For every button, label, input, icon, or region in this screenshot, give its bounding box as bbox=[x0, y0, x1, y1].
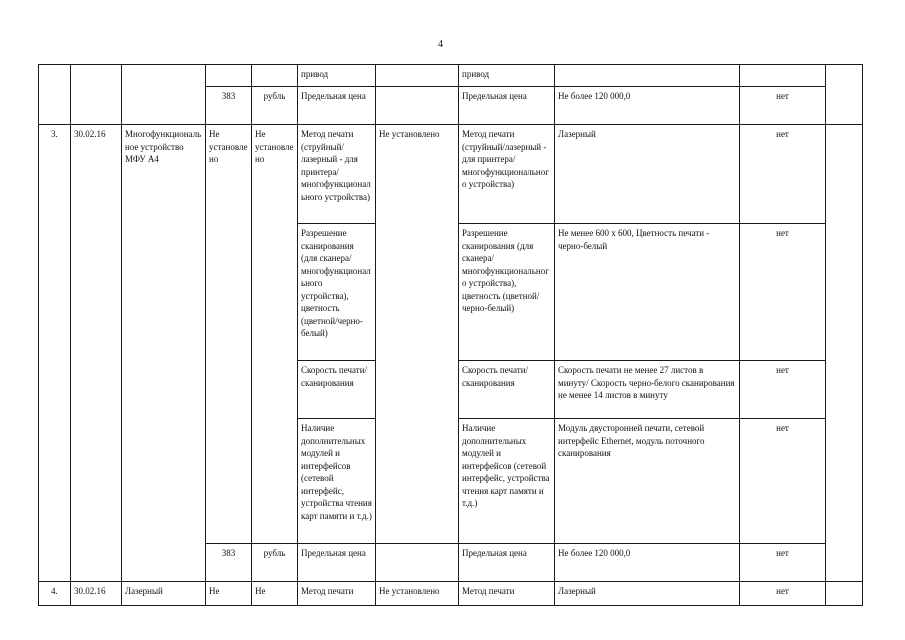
cell-unit bbox=[252, 65, 298, 87]
cell-feature: привод bbox=[298, 65, 376, 87]
cell-date: 30.02.16 bbox=[71, 125, 122, 582]
cell-flag: нет bbox=[740, 544, 826, 582]
cell-date: 30.02.16 bbox=[71, 582, 122, 606]
cell-code: 383 bbox=[206, 87, 252, 125]
cell-flag: нет bbox=[740, 361, 826, 419]
cell-extra bbox=[826, 582, 863, 606]
cell-feature: Скорость печати/сканирования bbox=[298, 361, 376, 419]
table-row bbox=[39, 65, 863, 87]
cell-feature: Наличие дополнительных модулей и интерфейсов (сетевой интерфейс, устройства чтения карт памяти и т.д.) bbox=[298, 419, 376, 544]
cell-name: Лазерный bbox=[122, 582, 206, 606]
cell-flag: нет bbox=[740, 87, 826, 125]
cell-spec bbox=[376, 65, 459, 87]
cell-no: 3. bbox=[39, 125, 71, 582]
cell-feature: Метод печати bbox=[298, 582, 376, 606]
cell-unit: рубль bbox=[252, 87, 298, 125]
cell-spec: Не установлено bbox=[376, 582, 459, 606]
cell-value bbox=[555, 65, 740, 87]
cell-code: Не установлено bbox=[206, 125, 252, 544]
cell-flag: нет bbox=[740, 125, 826, 224]
cell-code: Не bbox=[206, 582, 252, 606]
cell-value: Не более 120 000,0 bbox=[555, 544, 740, 582]
cell-value: Не более 120 000,0 bbox=[555, 87, 740, 125]
cell-req: Метод печати (струйный/лазерный - для принтера/многофункционального устройства) bbox=[459, 125, 555, 224]
cell-req: привод bbox=[459, 65, 555, 87]
cell-req: Предельная цена bbox=[459, 544, 555, 582]
cell-feature: Метод печати (струйный/лазерный - для принтера/многофункционального устройства) bbox=[298, 125, 376, 224]
cell-feature: Разрешение сканирования (для сканера/многофункционального устройства), цветность (цветной/черно-белый) bbox=[298, 224, 376, 361]
cell-extra bbox=[826, 125, 863, 582]
table-row bbox=[39, 125, 863, 224]
cell-flag bbox=[740, 65, 826, 87]
cell-feature: Предельная цена bbox=[298, 544, 376, 582]
cell-value: Лазерный bbox=[555, 582, 740, 606]
cell-unit: Не bbox=[252, 582, 298, 606]
cell-flag: нет bbox=[740, 582, 826, 606]
cell-date bbox=[71, 65, 122, 125]
cell-req: Разрешение сканирования (для сканера/ многофункционального устройства), цветность (цветной/ черно-белый) bbox=[459, 224, 555, 361]
page-number: 4 bbox=[438, 39, 443, 50]
cell-req: Скорость печати/ сканирования bbox=[459, 361, 555, 419]
cell-flag: нет bbox=[740, 419, 826, 544]
cell-req: Предельная цена bbox=[459, 87, 555, 125]
cell-value: Модуль двусторонней печати, сетевой интерфейс Ethernet, модуль поточного сканирования bbox=[555, 419, 740, 544]
cell-code bbox=[206, 65, 252, 87]
cell-code: 383 bbox=[206, 544, 252, 582]
cell-value: Лазерный bbox=[555, 125, 740, 224]
cell-spec bbox=[376, 87, 459, 125]
cell-req: Наличие дополнительных модулей и интерфейсов (сетевой интерфейс, устройства чтения карт памяти и т.д.) bbox=[459, 419, 555, 544]
cell-name bbox=[122, 65, 206, 125]
cell-spec: Не установлено bbox=[376, 125, 459, 544]
procurement-table bbox=[38, 64, 863, 606]
cell-req: Метод печати bbox=[459, 582, 555, 606]
cell-name: Многофункциональное устройство МФУ А4 bbox=[122, 125, 206, 582]
cell-spec bbox=[376, 544, 459, 582]
cell-unit: рубль bbox=[252, 544, 298, 582]
cell-value: Не менее 600 х 600, Цветность печати - черно-белый bbox=[555, 224, 740, 361]
cell-extra bbox=[826, 65, 863, 125]
cell-flag: нет bbox=[740, 224, 826, 361]
cell-feature: Предельная цена bbox=[298, 87, 376, 125]
cell-no bbox=[39, 65, 71, 125]
cell-value: Скорость печати не менее 27 листов в минуту/ Скорость черно-белого сканирования не менее 14 листов в минуту bbox=[555, 361, 740, 419]
cell-unit: Не установлено bbox=[252, 125, 298, 544]
cell-no: 4. bbox=[39, 582, 71, 606]
table-row bbox=[39, 582, 863, 606]
